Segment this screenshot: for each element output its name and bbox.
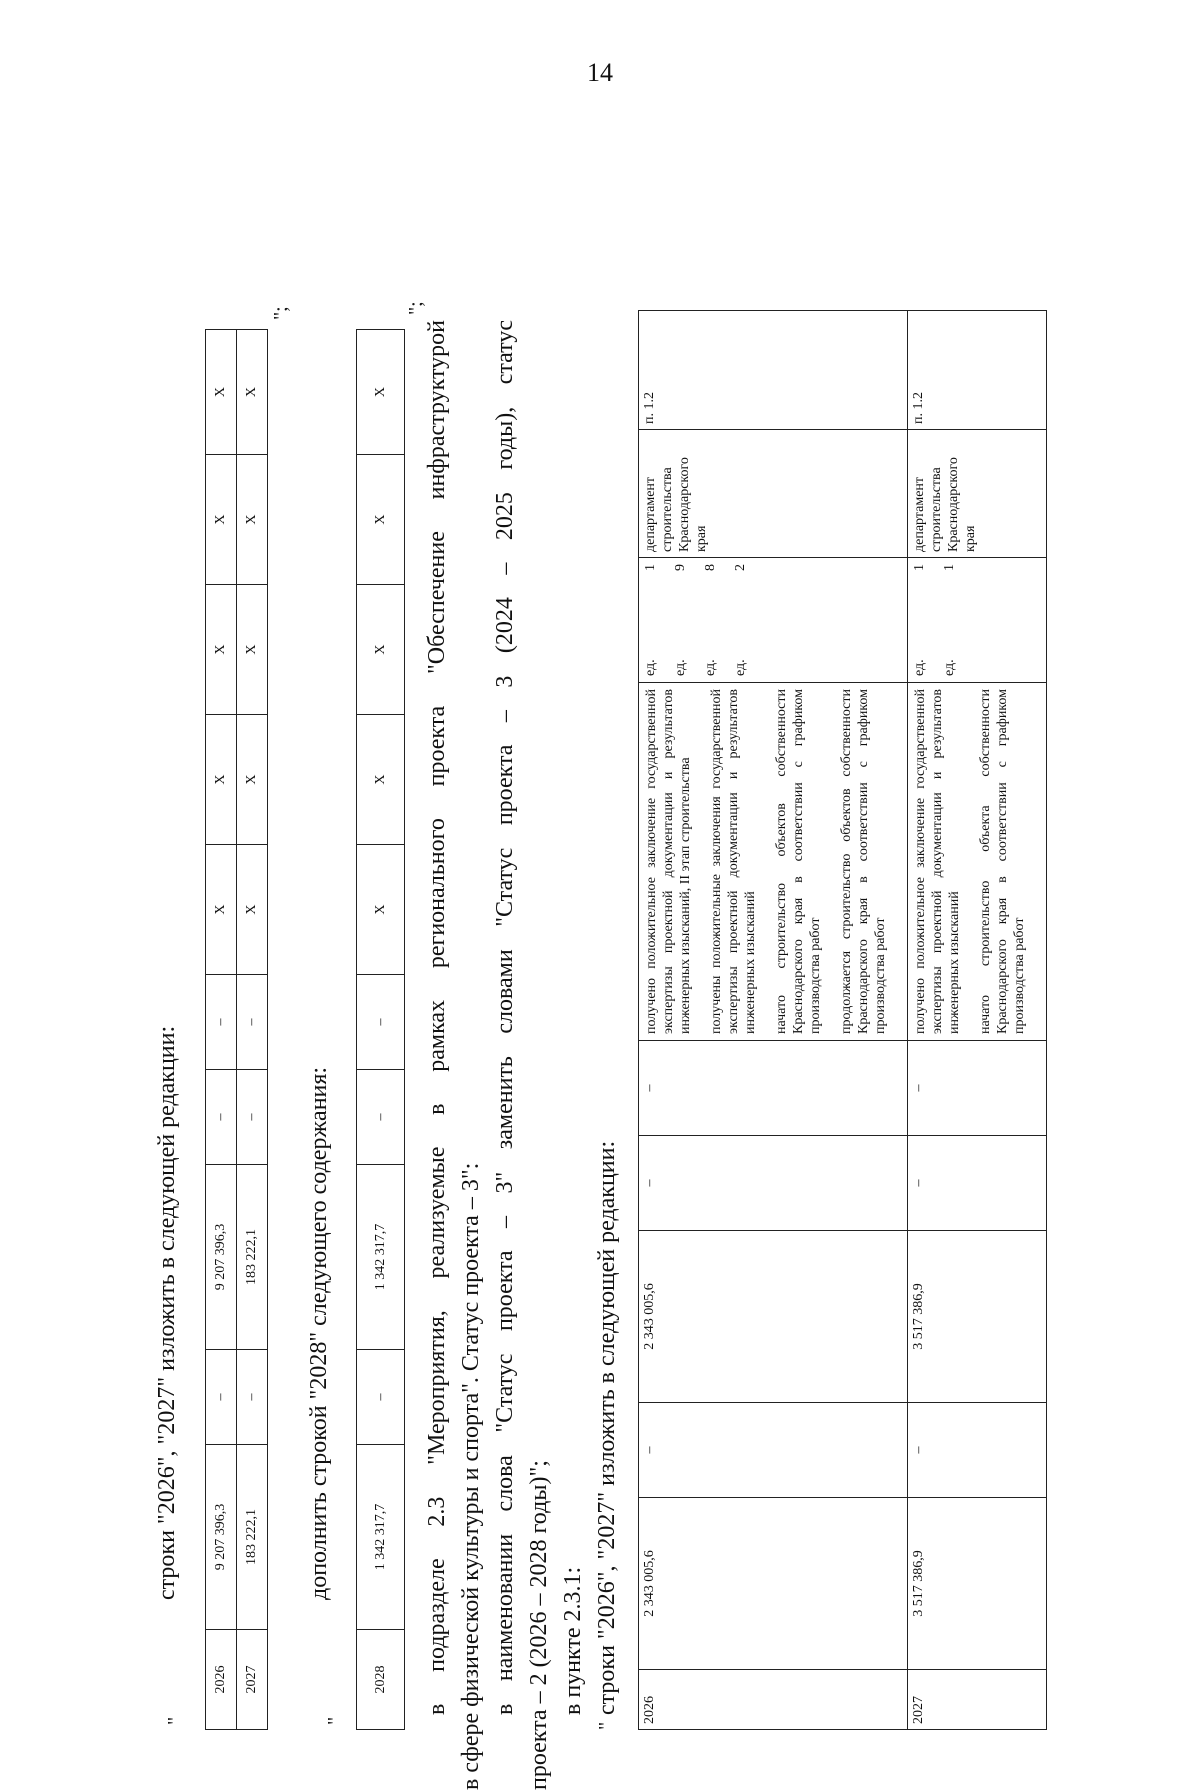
table-cell: – [357, 1070, 405, 1165]
event-qty: 9 [673, 564, 688, 571]
event-qty: 1 [643, 564, 658, 571]
opening-quote: " [164, 1716, 186, 1725]
total-cell: 3 517 386,9 [908, 1498, 1047, 1670]
table-cell: 2028 [357, 1630, 405, 1730]
table-cell: – [206, 1350, 237, 1445]
reference-cell: п. 1.2 [639, 311, 908, 430]
event-text: начато строительство объектов собственности Краснодарского края в соответствии с графиком производства работ [774, 689, 823, 1034]
table-cell: Х [206, 715, 237, 845]
table-cell: – [357, 975, 405, 1070]
table-row [206, 330, 237, 1730]
reference-cell: п. 1.2 [908, 311, 1047, 430]
department-cell: департамент строительства Краснодарского края [908, 430, 1047, 558]
event-unit: ед. [673, 659, 688, 676]
paragraph-text: дополнить строкой "2028" следующего содержания: [306, 1066, 332, 1600]
table-cell: Х [237, 845, 268, 975]
year-cell: 2026 [639, 1670, 908, 1730]
table-cell: 2027 [237, 1630, 268, 1730]
event-text: получено положительное заключение государственной экспертизы проектной документации и результатов инженерных изысканий [913, 689, 962, 1034]
table-cell: – [237, 975, 268, 1070]
paragraph-subsection-2-3 [420, 320, 624, 1790]
table-cell: – [908, 1041, 1047, 1136]
event-unit: ед. [733, 659, 748, 676]
table-cell: 9 207 396,3 [206, 1445, 237, 1630]
table-cell: 3 517 386,9 [908, 1231, 1047, 1403]
total-cell: 2 343 005,6 [639, 1498, 908, 1670]
table-cell: Х [357, 845, 405, 975]
table-cell: Х [237, 585, 268, 715]
table-cell: 183 222,1 [237, 1165, 268, 1350]
table-cell: Х [357, 585, 405, 715]
table-cell: Х [206, 585, 237, 715]
table-cell: – [908, 1136, 1047, 1231]
table-cell: 1 342 317,7 [357, 1165, 405, 1350]
table-cell: Х [206, 330, 237, 455]
table-cell: Х [237, 715, 268, 845]
event-qty: 1 [912, 564, 927, 571]
table-cell: Х [206, 455, 237, 585]
units-cell [639, 558, 908, 683]
department-cell: департамент строительства Краснодарского края [639, 430, 908, 558]
opening-quote: " [324, 1716, 346, 1725]
paragraph-line: в пункте 2.3.1: [560, 1566, 586, 1715]
event-text: продолжается строительство объектов собственности Краснодарского края в соответствии с графиком производства работ [839, 689, 888, 1034]
event-qty: 1 [942, 564, 957, 571]
table-cell: – [206, 1070, 237, 1165]
paragraph-line: в сфере физической культуры и спорта". Статус проекта – 3": [458, 1162, 484, 1790]
units-cell [908, 558, 1047, 683]
table-cell: Х [357, 715, 405, 845]
paragraph-line: строки "2026", "2027" изложить в следующей редакции: [594, 1140, 620, 1715]
table-cell: 9 207 396,3 [206, 1165, 237, 1350]
table-cell: Х [237, 330, 268, 455]
event-text: начато строительство объекта собственности Краснодарского края в соответствии с графиком производства работ [978, 689, 1027, 1034]
paragraph-line: проекта – 2 (2026 – 2028 годы)"; [526, 1460, 552, 1790]
paragraph-line: в подразделе 2.3 "Мероприятия, реализуемые в рамках регионального проекта "Обеспечение инфраструктурой [424, 320, 450, 1715]
table-cell: 183 222,1 [237, 1445, 268, 1630]
event-unit-qty [733, 564, 749, 676]
table-row-2028 [356, 329, 405, 1730]
events-cell [639, 683, 908, 1041]
table-row [639, 311, 908, 1730]
event-unit-qty [942, 564, 958, 676]
event-unit: ед. [643, 659, 658, 676]
event-unit: ед. [942, 659, 957, 676]
closing-quote: "; [270, 306, 292, 320]
table-cell: – [357, 1350, 405, 1445]
table-rows-2026-2027 [205, 329, 268, 1730]
event-text: получены положительные заключения государственной экспертизы проектной документации и результатов инженерных изысканий [709, 689, 758, 1034]
table-cell: – [639, 1136, 908, 1231]
event-unit-qty [643, 564, 659, 676]
event-qty: 8 [703, 564, 718, 571]
opening-quote: " [595, 1721, 617, 1730]
event-qty: 2 [733, 564, 748, 571]
table-cell: 2026 [206, 1630, 237, 1730]
event-text: получено положительное заключение государственной экспертизы проектной документации и результатов инженерных изысканий, II этап строительства [644, 689, 693, 1034]
table-cell: 2 343 005,6 [639, 1231, 908, 1403]
table-cell: Х [237, 455, 268, 585]
table-row [237, 330, 268, 1730]
events-cell [908, 683, 1047, 1041]
paragraph-rows-2026-2027 [150, 1025, 186, 1725]
table-cell: – [237, 1350, 268, 1445]
closing-quote: "; [405, 301, 427, 315]
event-unit: ед. [912, 659, 927, 676]
page-number: 14 [587, 58, 613, 87]
table-cell: – [206, 975, 237, 1070]
table-item-2-3-1 [638, 310, 1047, 1730]
table-cell: Х [357, 455, 405, 585]
paragraph-text: строки "2026", "2027" изложить в следующей редакции: [154, 1025, 180, 1600]
event-unit: ед. [703, 659, 718, 676]
table-cell: – [639, 1041, 908, 1136]
table-cell: 1 342 317,7 [357, 1445, 405, 1630]
table-cell: – [639, 1403, 908, 1498]
event-unit-qty [703, 564, 719, 676]
table-row [908, 311, 1047, 1730]
table-cell: – [237, 1070, 268, 1165]
paragraph-line: в наименовании слова "Статус проекта – 3" заменить словами "Статус проекта – 3 (2024 – 2025 годы), статус [492, 320, 518, 1715]
year-cell: 2027 [908, 1670, 1047, 1730]
table-cell: Х [357, 330, 405, 455]
event-unit-qty [912, 564, 928, 676]
table-cell: Х [206, 845, 237, 975]
table-row [357, 330, 405, 1730]
table-cell: – [908, 1403, 1047, 1498]
rotated-content [150, 80, 1110, 1790]
event-unit-qty [673, 564, 689, 676]
paragraph-add-2028 [302, 1066, 346, 1725]
